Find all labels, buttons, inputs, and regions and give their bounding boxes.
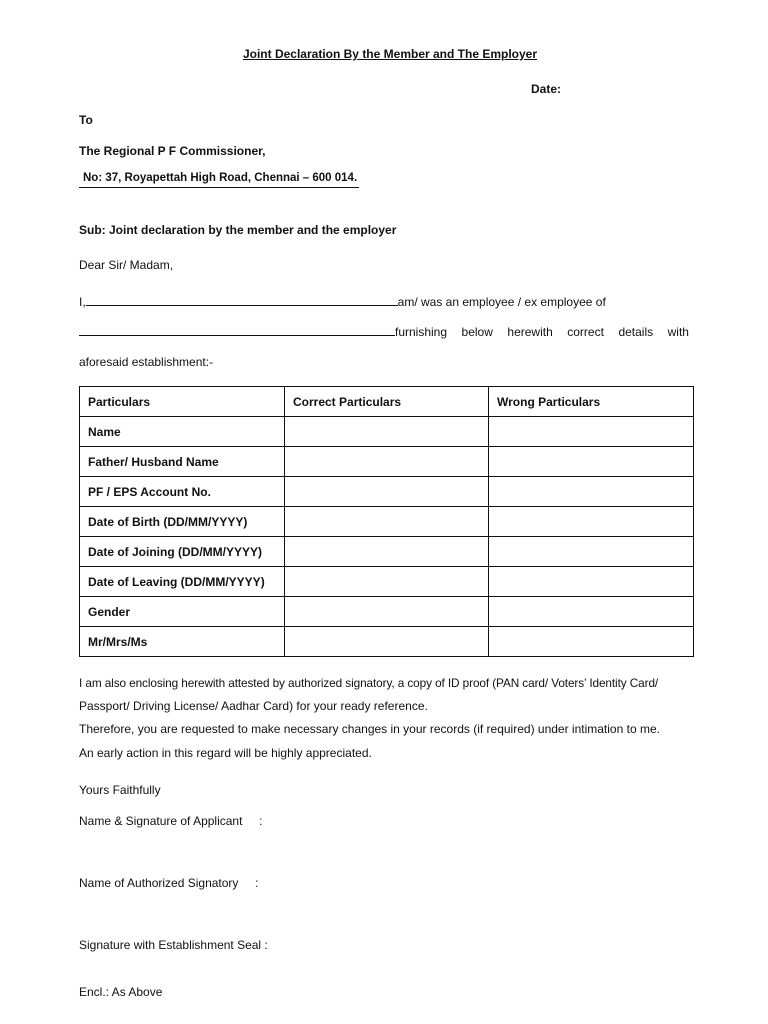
wrong-cell xyxy=(489,627,694,657)
declaration-line-1 xyxy=(79,293,606,309)
word: with xyxy=(667,325,689,339)
authorized-signatory-label: Name of Authorized Signatory : xyxy=(79,876,259,890)
row-label: Name xyxy=(80,417,285,447)
particulars-table xyxy=(79,386,694,657)
establishment-seal-label: Signature with Establishment Seal : xyxy=(79,938,268,952)
table-row xyxy=(80,447,694,477)
declarant-prefix: I, xyxy=(79,295,86,309)
date-label: Date: xyxy=(531,82,562,96)
addressee: The Regional P F Commissioner, xyxy=(79,144,266,158)
correct-cell xyxy=(285,417,489,447)
wrong-cell xyxy=(489,507,694,537)
subject-line: Sub: Joint declaration by the member and the employer xyxy=(79,223,397,237)
declaration-line-3: aforesaid establishment:- xyxy=(79,355,214,369)
wrong-cell xyxy=(489,477,694,507)
table-header: Correct Particulars xyxy=(285,387,489,417)
row-label: Father/ Husband Name xyxy=(80,447,285,477)
salutation: Dear Sir/ Madam, xyxy=(79,258,174,272)
table-header: Particulars xyxy=(80,387,285,417)
body-line-3: Therefore, you are requested to make necessary changes in your records (if required) under intimation to me. xyxy=(79,722,660,736)
correct-cell xyxy=(285,627,489,657)
table-row xyxy=(80,627,694,657)
wrong-cell xyxy=(489,597,694,627)
applicant-signature-label: Name & Signature of Applicant : xyxy=(79,814,263,828)
table-row xyxy=(80,507,694,537)
closing: Yours Faithfully xyxy=(79,783,161,797)
row-label: Gender xyxy=(80,597,285,627)
body-line-4: An early action in this regard will be highly appreciated. xyxy=(79,746,372,760)
word: correct xyxy=(567,325,604,339)
word: below xyxy=(461,325,493,339)
table-header-row xyxy=(80,387,694,417)
table-row xyxy=(80,477,694,507)
correct-cell xyxy=(285,597,489,627)
document-title: Joint Declaration By the Member and The Employer xyxy=(242,47,538,61)
correct-cell xyxy=(285,507,489,537)
word: herewith xyxy=(507,325,553,339)
table-row xyxy=(80,537,694,567)
wrong-cell xyxy=(489,417,694,447)
establishment-blank xyxy=(79,323,395,336)
correct-cell xyxy=(285,537,489,567)
table-row xyxy=(80,597,694,627)
table-row xyxy=(80,417,694,447)
word: details xyxy=(618,325,654,339)
wrong-cell xyxy=(489,567,694,597)
row-label: Date of Leaving (DD/MM/YYYY) xyxy=(80,567,285,597)
wrong-cell xyxy=(489,537,694,567)
correct-cell xyxy=(285,567,489,597)
row-label: Date of Joining (DD/MM/YYYY) xyxy=(80,537,285,567)
correct-cell xyxy=(285,477,489,507)
to-label: To xyxy=(79,113,93,127)
enclosure-note: Encl.: As Above xyxy=(79,985,163,999)
row-label: Date of Birth (DD/MM/YYYY) xyxy=(80,507,285,537)
employment-status-text: am/ was an employee / ex employee of xyxy=(397,295,606,309)
table-row xyxy=(80,567,694,597)
declaration-line-2 xyxy=(79,323,689,339)
correct-cell xyxy=(285,447,489,477)
member-name-blank xyxy=(86,293,398,306)
wrong-cell xyxy=(489,447,694,477)
office-address: No: 37, Royapettah High Road, Chennai – 600 014. xyxy=(79,172,359,188)
declaration-line-2-text xyxy=(395,325,689,339)
word: furnishing xyxy=(395,325,448,339)
row-label: Mr/Mrs/Ms xyxy=(80,627,285,657)
body-line-1: I am also enclosing herewith attested by authorized signatory, a copy of ID proof (PAN card/ Voters’ Identity Card/ xyxy=(79,676,659,690)
table-header: Wrong Particulars xyxy=(489,387,694,417)
row-label: PF / EPS Account No. xyxy=(80,477,285,507)
body-line-2: Passport/ Driving License/ Aadhar Card) for your ready reference. xyxy=(79,699,428,713)
